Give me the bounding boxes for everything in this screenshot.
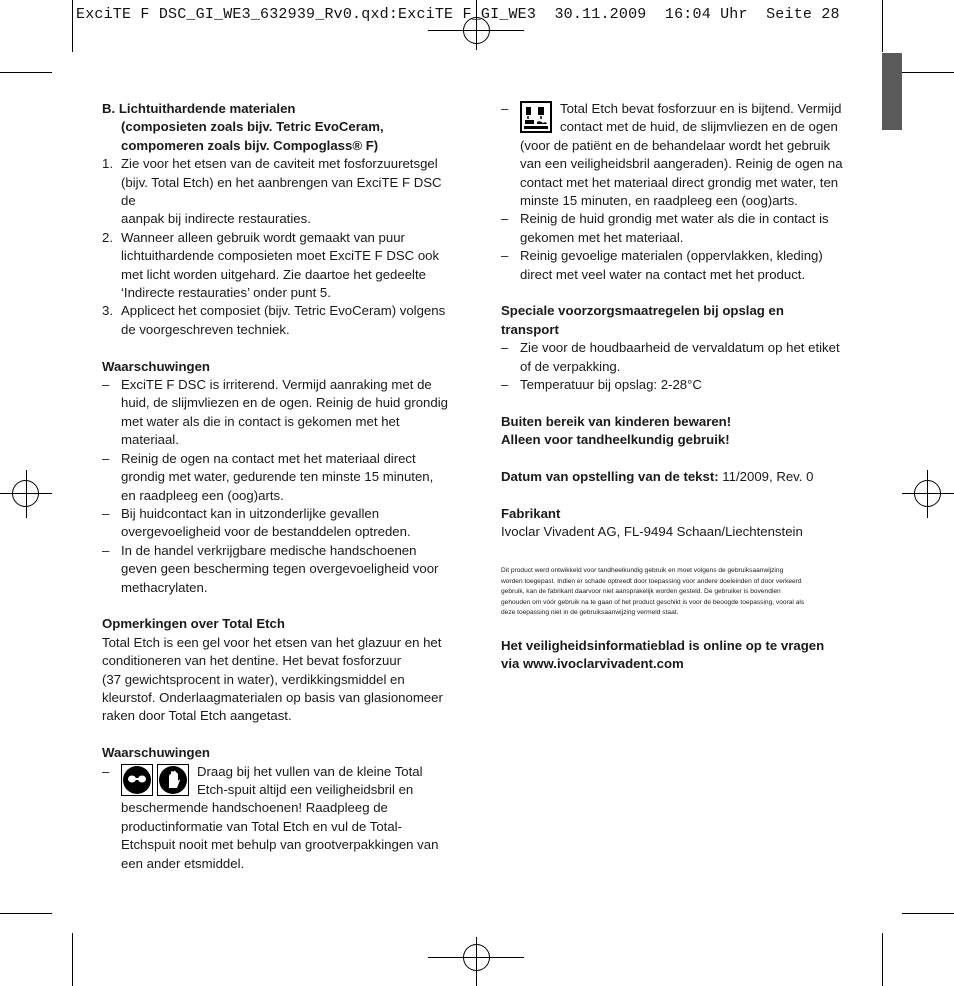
warnings-1 — [102, 358, 452, 597]
manufacturer-title: Fabrikant — [501, 505, 561, 521]
right-column — [501, 100, 856, 674]
crop-mark — [882, 0, 883, 52]
warnings-2 — [102, 744, 452, 873]
numbered-item: 3. Applicect het composiet (bijv. Tetric EvoCeram) volgens de voorgeschreven techniek. — [102, 303, 446, 337]
crop-mark — [72, 0, 73, 52]
section-title: Opmerkingen over Total Etch — [102, 616, 285, 632]
section-title: Speciale voorzorgsmaatregelen bij opslag en transport — [501, 303, 784, 337]
corrosive-icon — [520, 101, 552, 133]
crop-mark — [0, 913, 52, 914]
print-slug-header: ExciTE F DSC_GI_WE3_632939_Rv0.qxd:ExciTE F_GI_WE3 30.11.2009 16:04 Uhr Seite 28 — [76, 6, 840, 23]
section-title: Waarschuwingen — [102, 745, 210, 761]
list-item: – In de handel verkrijgbare medische handschoenen geven geen bescherming tegen overgevoeligheid voor methacrylaten. — [102, 542, 439, 595]
left-column — [102, 100, 452, 873]
list-item: – Reinig de huid grondig met water als die in contact is gekomen met het materiaal. — [501, 211, 829, 245]
list-item: – ExciTE F DSC is irriterend. Vermijd aanraking met de huid, de slijmvliezen en de ogen. Reinig de huid grondig met water als die in contact is gekomen met het materiaal. — [102, 377, 448, 448]
section-b — [102, 100, 452, 339]
remarks-total-etch — [102, 615, 452, 725]
ppe-icons — [121, 764, 189, 796]
list-item: – Draag bij het vullen van de kleine Total Etch-spuit altijd een veiligheidsbril en beschermende handschoenen! Raadpleeg de productinformatie van Total Etch en vul de Total- Etchspuit nooit met behulp van grootverpakkingen van een ander etsmiddel. — [102, 763, 439, 871]
keep-away-notice: Buiten bereik van kinderen bewaren! Alleen voor tandheelkundig gebruik! — [501, 413, 732, 448]
storage-section — [501, 302, 856, 394]
crop-mark — [902, 72, 954, 73]
revision-date: Datum van opstelling van de tekst: 11/2009, Rev. 0 — [501, 469, 814, 485]
crop-mark — [882, 933, 883, 986]
numbered-item: 1. Zie voor het etsen van de caviteit met fosforzuuretsgel (bijv. Total Etch) en het aanbrengen van ExciTE F DSC de aanpak bij indirecte restauraties. — [102, 156, 442, 227]
hazard-section — [501, 100, 856, 284]
section-tab — [882, 53, 902, 130]
list-item: – Temperatuur bij opslag: 2-28°C — [501, 377, 702, 393]
gloves-icon — [157, 764, 189, 796]
list-item: – Reinig gevoelige materialen (oppervlakken, kleding) direct met veel water na contact met het product. — [501, 248, 823, 282]
safety-datasheet-notice: Het veiligheidsinformatieblad is online op te vragen via www.ivoclarvivadent.com — [501, 637, 825, 672]
list-item: – Total Etch bevat fosforzuur en is bijtend. Vermijd contact met de huid, de slijmvliezen en de ogen (voor de patiënt en de behandelaar wordt het gebruik van een veiligheidsbril aangeraden). Reinig de ogen na contact met het materiaal direct grondig met water, ten minste 15 minuten, en raadpleeg een (oog)arts. — [501, 101, 843, 209]
list-item: – Zie voor de houdbaarheid de vervaldatum op het etiket of de verpakking. — [501, 340, 840, 374]
remarks-text: Total Etch is een gel voor het etsen van het glazuur en het conditioneren van het dentine. Het bevat fosforzuur (37 gewichtsprocent in water), verdikkingsmiddel en kleurstof. Onderlaagmaterialen op basis van glasionomeer raken door Total Etch aangetast. — [102, 634, 443, 724]
list-item: – Reinig de ogen na contact met het materiaal direct grondig met water, gedurende ten minste 15 minuten, en raadpleeg een (oog)arts. — [102, 450, 434, 503]
crop-mark — [72, 933, 73, 986]
section-title: Waarschuwingen — [102, 358, 210, 374]
disclaimer: Dit product werd ontwikkeld voor tandheelkundig gebruik en moet volgens de gebruiksaanwijzing worden toegepast. Indien er schade optreedt door toepassing voor andere doeleinden of door verkeerd gebruik, kan de fabrikant daarvoor niet aansprakelijk worden gesteld. De gebruiker is bovendien gehouden om vóór gebruik na te gaan of het product geschikt is voor de beoogde toepassing, vooral als deze toepassing niet in de gebruiksaanwijzing vermeld staat. — [501, 567, 805, 617]
crop-mark — [902, 913, 954, 914]
list-item: – Bij huidcontact kan in uitzonderlijke gevallen overgevoeligheid voor de bestanddelen optreden. — [102, 505, 411, 540]
crop-mark — [0, 72, 52, 73]
manufacturer-address: Ivoclar Vivadent AG, FL-9494 Schaan/Liechtenstein — [501, 524, 803, 540]
hazard-icons — [520, 101, 552, 133]
numbered-item: 2. Wanneer alleen gebruik wordt gemaakt van puur lichtuithardende composieten moet ExciTE F DSC ook met licht worden uitgehard. Zie daartoe het gedeelte ‘Indirecte restauraties’ onder punt 5. — [102, 229, 440, 301]
section-b-title: B. Lichtuithardende materialen (composieten zoals bijv. Tetric EvoCeram, compomeren zoals bijv. Compoglass® F) — [102, 101, 384, 153]
goggles-icon — [121, 764, 153, 796]
